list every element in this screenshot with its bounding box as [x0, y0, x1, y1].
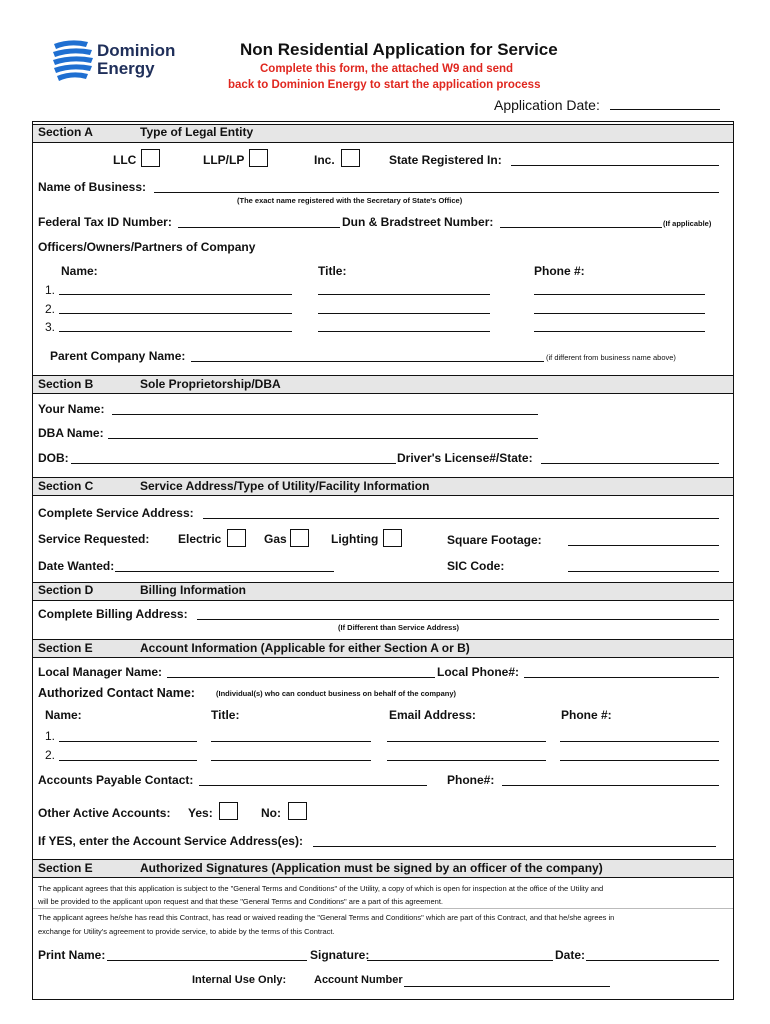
- date-wanted-label: Date Wanted:: [38, 559, 115, 573]
- signature-field[interactable]: [367, 960, 553, 961]
- account-number-field[interactable]: [404, 986, 610, 987]
- contact-2-email-field[interactable]: [387, 760, 546, 761]
- section-a-tag: Section A: [38, 125, 93, 139]
- dnb-field[interactable]: [500, 227, 662, 228]
- contact-2-title-field[interactable]: [211, 760, 371, 761]
- section-a-bar: [33, 124, 733, 143]
- dob-field[interactable]: [71, 463, 396, 464]
- ap-phone-field[interactable]: [502, 785, 719, 786]
- section-signatures-heading: Authorized Signatures (Application must be signed by an officer of the company): [140, 861, 603, 875]
- service-address-field[interactable]: [203, 518, 719, 519]
- date-field[interactable]: [586, 960, 719, 961]
- gas-label: Gas: [264, 532, 287, 546]
- llc-checkbox[interactable]: [141, 149, 160, 167]
- internal-use-label: Internal Use Only:: [192, 974, 287, 986]
- parent-company-field[interactable]: [191, 361, 544, 362]
- llc-label: LLC: [113, 153, 137, 167]
- your-name-label: Your Name:: [38, 402, 105, 416]
- officer-3-name-field[interactable]: [59, 331, 292, 332]
- authorized-contact-label: Authorized Contact Name:: [38, 686, 195, 700]
- contact-1-title-field[interactable]: [211, 741, 371, 742]
- section-b-heading: Sole Proprietorship/DBA: [140, 377, 281, 391]
- sic-code-label: SIC Code:: [447, 559, 505, 573]
- section-signatures-tag: Section E: [38, 861, 93, 875]
- application-date-label: Application Date:: [494, 97, 600, 113]
- section-b-bar: [33, 375, 733, 394]
- service-address-label: Complete Service Address:: [38, 506, 194, 520]
- terms-divider: [33, 908, 733, 909]
- page-title: Non Residential Application for Service: [240, 40, 558, 59]
- officer-2-phone-field[interactable]: [534, 313, 705, 314]
- lighting-checkbox[interactable]: [383, 529, 402, 547]
- accounts-payable-label: Accounts Payable Contact:: [38, 773, 194, 787]
- officer-row-1-num: 1.: [45, 283, 56, 297]
- print-name-field[interactable]: [107, 960, 307, 961]
- officer-3-title-field[interactable]: [318, 331, 490, 332]
- terms-paragraph-2-line2: exchange for Utility's agreement to provide service, to abide by the terms of this Contract.: [38, 927, 335, 936]
- local-manager-label: Local Manager Name:: [38, 665, 163, 679]
- officers-col-name: Name:: [61, 264, 98, 278]
- section-d-tag: Section D: [38, 583, 94, 597]
- officers-col-title: Title:: [318, 264, 347, 278]
- llp-checkbox[interactable]: [249, 149, 268, 167]
- billing-address-field[interactable]: [197, 619, 719, 620]
- terms-paragraph-1-line2: will be provided to the applicant upon request and that these "General Terms and Conditions" are a part of this agreement.: [38, 897, 444, 906]
- officer-1-name-field[interactable]: [59, 294, 292, 295]
- print-name-label: Print Name:: [38, 948, 106, 962]
- tax-id-field[interactable]: [178, 227, 340, 228]
- state-registered-field[interactable]: [511, 165, 719, 166]
- if-yes-address-field[interactable]: [313, 846, 716, 847]
- officers-label: Officers/Owners/Partners of Company: [38, 240, 256, 254]
- drivers-license-field[interactable]: [541, 463, 719, 464]
- inc-checkbox[interactable]: [341, 149, 360, 167]
- contact-2-name-field[interactable]: [59, 760, 197, 761]
- contact-2-phone-field[interactable]: [560, 760, 719, 761]
- application-date-field[interactable]: [610, 109, 720, 110]
- section-b-tag: Section B: [38, 377, 94, 391]
- officer-1-title-field[interactable]: [318, 294, 490, 295]
- if-yes-label: If YES, enter the Account Service Address(es):: [38, 834, 303, 848]
- square-footage-field[interactable]: [568, 545, 719, 546]
- local-phone-label: Local Phone#:: [437, 665, 520, 679]
- officer-2-name-field[interactable]: [59, 313, 292, 314]
- dba-name-label: DBA Name:: [38, 426, 104, 440]
- terms-paragraph-2-line1: The applicant agrees he/she has read this Contract, has read or waived reading the "General Terms and Conditions" which are part of this Contract, and that he/she agrees in: [38, 913, 615, 922]
- service-requested-label: Service Requested:: [38, 532, 150, 546]
- electric-label: Electric: [178, 532, 222, 546]
- officer-2-title-field[interactable]: [318, 313, 490, 314]
- other-accounts-no-label: No:: [261, 806, 281, 820]
- section-d-heading: Billing Information: [140, 583, 246, 597]
- dnb-label: Dun & Bradstreet Number:: [342, 215, 494, 229]
- section-e-heading: Account Information (Applicable for either Section A or B): [140, 641, 470, 655]
- terms-paragraph-1-line1: The applicant agrees that this application is subject to the "General Terms and Conditions" of the Utility, a copy of which is open for inspection at the office of the Utility and: [38, 884, 604, 893]
- dba-name-field[interactable]: [108, 438, 538, 439]
- section-a-heading: Type of Legal Entity: [140, 125, 254, 139]
- ap-phone-label: Phone#:: [447, 773, 495, 787]
- gas-checkbox[interactable]: [290, 529, 309, 547]
- local-phone-field[interactable]: [524, 677, 719, 678]
- tax-id-label: Federal Tax ID Number:: [38, 215, 172, 229]
- sic-code-field[interactable]: [568, 571, 719, 572]
- dob-label: DOB:: [38, 451, 69, 465]
- section-c-heading: Service Address/Type of Utility/Facility Information: [140, 479, 430, 493]
- subtitle-line1: Complete this form, the attached W9 and send: [260, 63, 514, 75]
- contact-row-1-num: 1.: [45, 729, 56, 743]
- electric-checkbox[interactable]: [227, 529, 246, 547]
- parent-company-note: (if different from business name above): [546, 353, 676, 362]
- drivers-license-label: Driver's License#/State:: [397, 451, 533, 465]
- section-c-tag: Section C: [38, 479, 94, 493]
- contact-1-email-field[interactable]: [387, 741, 546, 742]
- date-wanted-field[interactable]: [115, 571, 334, 572]
- other-accounts-label: Other Active Accounts:: [38, 806, 171, 820]
- authorized-contact-note: (Individual(s) who can conduct business on behalf of the company): [216, 689, 457, 698]
- business-name-note: (The exact name registered with the Secretary of State's Office): [237, 196, 463, 205]
- other-accounts-yes-label: Yes:: [188, 806, 213, 820]
- officer-row-3-num: 3.: [45, 320, 56, 334]
- date-label: Date:: [555, 948, 586, 962]
- logo-text-line1: Dominion: [97, 41, 176, 60]
- officers-col-phone: Phone #:: [534, 264, 585, 278]
- local-manager-field[interactable]: [167, 677, 435, 678]
- dominion-energy-logo-icon: [50, 38, 96, 86]
- contacts-col-title: Title:: [211, 708, 240, 722]
- contact-1-phone-field[interactable]: [560, 741, 719, 742]
- signature-label: Signature:: [310, 948, 370, 962]
- contact-row-2-num: 2.: [45, 748, 56, 762]
- section-d-bar: [33, 582, 733, 601]
- business-name-field[interactable]: [154, 192, 719, 193]
- officer-3-phone-field[interactable]: [534, 331, 705, 332]
- lighting-label: Lighting: [331, 532, 379, 546]
- square-footage-label: Square Footage:: [447, 533, 542, 547]
- subtitle-line2: back to Dominion Energy to start the application process: [228, 79, 541, 91]
- llp-label: LLP/LP: [203, 153, 245, 167]
- section-e-tag: Section E: [38, 641, 93, 655]
- officer-row-2-num: 2.: [45, 302, 56, 316]
- logo-text-line2: Energy: [97, 59, 155, 78]
- state-registered-label: State Registered In:: [389, 153, 502, 167]
- inc-label: Inc.: [314, 153, 335, 167]
- contacts-col-phone: Phone #:: [561, 708, 612, 722]
- contacts-col-email: Email Address:: [389, 708, 476, 722]
- billing-address-note: (If Different than Service Address): [338, 623, 459, 632]
- account-number-label: Account Number: [314, 974, 403, 986]
- parent-company-label: Parent Company Name:: [50, 349, 186, 363]
- officer-1-phone-field[interactable]: [534, 294, 705, 295]
- contact-1-name-field[interactable]: [59, 741, 197, 742]
- other-accounts-yes-checkbox[interactable]: [219, 802, 238, 820]
- billing-address-label: Complete Billing Address:: [38, 607, 188, 621]
- dnb-note: (If applicable): [663, 219, 712, 228]
- business-name-label: Name of Business:: [38, 180, 147, 194]
- accounts-payable-field[interactable]: [199, 785, 427, 786]
- other-accounts-no-checkbox[interactable]: [288, 802, 307, 820]
- your-name-field[interactable]: [112, 414, 538, 415]
- contacts-col-name: Name:: [45, 708, 82, 722]
